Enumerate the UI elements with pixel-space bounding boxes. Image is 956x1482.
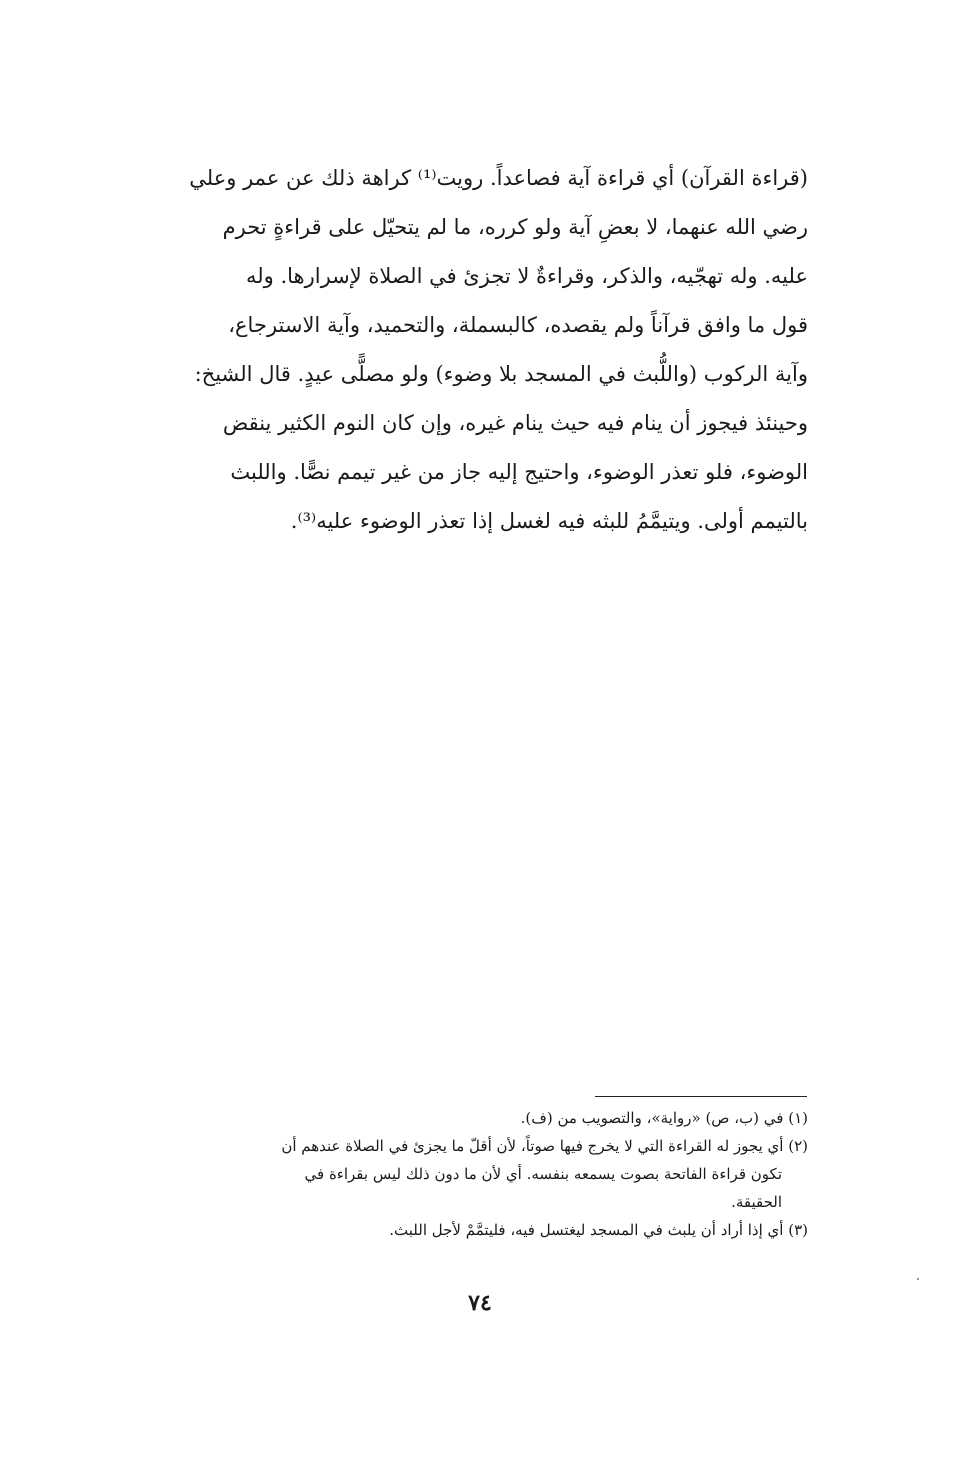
scan-speck xyxy=(917,1278,919,1280)
text-line: عليه. وله تهجّيه، والذكر، وقراءةٌ لا تجزئ في الصلاة لإسرارها. وله xyxy=(246,264,808,288)
main-text-block xyxy=(132,154,808,546)
footnote-2-continuation: الحقيقة. xyxy=(731,1193,782,1211)
footnote-separator xyxy=(595,1096,807,1097)
text-line: وآية الركوب (واللُّبث في المسجد بلا وضوء) ولو مصلًّى عيدٍ. قال الشيخ: xyxy=(194,362,808,386)
footnotes-block xyxy=(140,1104,808,1244)
text-line: بالتيمم أولى. ويتيمَّمُ للبثه فيه لغسل إذا تعذر الوضوء عليه⁽³⁾. xyxy=(290,509,808,533)
text-line: رضي الله عنهما، لا بعضِ آية ولو كرره، ما لم يتحيّل على قراءةٍ تحرم xyxy=(222,215,808,239)
footnote-2: (٢) أي يجوز له القراءة التي لا يخرج فيها صوتاً، لأن أقلّ ما يجزئ في الصلاة عندهم أن xyxy=(281,1137,808,1155)
footnote-2-continuation: تكون قراءة الفاتحة بصوت يسمعه بنفسه. أي لأن ما دون ذلك ليس بقراءة في xyxy=(304,1165,782,1183)
footnote-3: (٣) أي إذا أراد أن يلبث في المسجد ليغتسل فيه، فليتمَّمْ لأجل اللبث. xyxy=(389,1221,808,1239)
text-line: وحينئذ فيجوز أن ينام فيه حيث ينام غيره، وإن كان النوم الكثير ينقض xyxy=(222,411,808,435)
footnote-1: (١) في (ب، ص) «رواية»، والتصويب من (ف). xyxy=(520,1109,808,1127)
text-line: (قراءة القرآن) أي قراءة آية فصاعداً. رويت⁽¹⁾ كراهة ذلك عن عمر وعلي xyxy=(189,166,808,190)
page-number: ٧٤ xyxy=(468,1290,492,1316)
text-line: الوضوء، فلو تعذر الوضوء، واحتيج إليه جاز من غير تيمم نصًّا. واللبث xyxy=(230,460,808,484)
text-line: قول ما وافق قرآناً ولم يقصده، كالبسملة، والتحميد، وآية الاسترجاع، xyxy=(228,313,808,337)
